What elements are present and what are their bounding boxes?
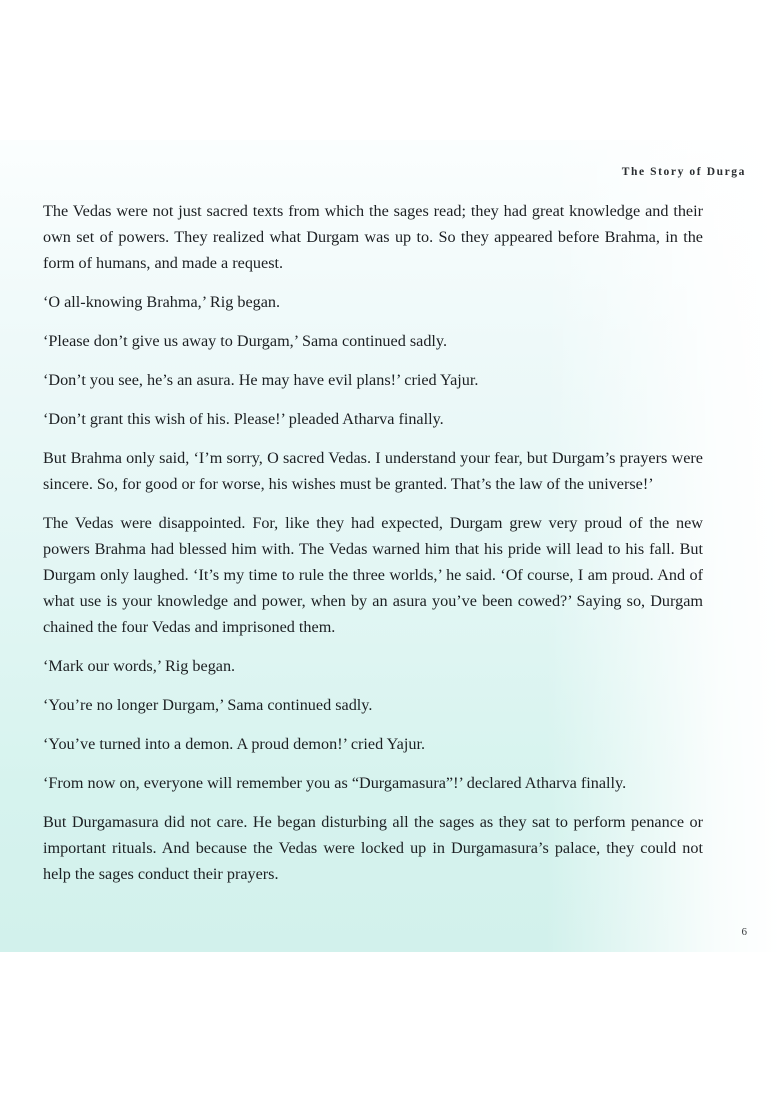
paragraph: ‘From now on, everyone will remember you as “Durgamasura”!’ declared Atharva finally. bbox=[43, 774, 627, 792]
body-text bbox=[43, 198, 703, 900]
paragraph: The Vedas were not just sacred texts from which the sages read; they had great knowledge and their own set of powers. They realized what Durgam was up to. So they appeared before Brahma, in the form of humans, and made a request. bbox=[43, 202, 703, 272]
paragraph: ‘Please don’t give us away to Durgam,’ Sama continued sadly. bbox=[43, 332, 447, 350]
paragraph: ‘O all-knowing Brahma,’ Rig began. bbox=[43, 293, 281, 311]
book-page bbox=[0, 140, 780, 952]
paragraph: ‘Don’t grant this wish of his. Please!’ pleaded Atharva finally. bbox=[43, 410, 444, 428]
paragraph: The Vedas were disappointed. For, like they had expected, Durgam grew very proud of the new powers Brahma had blessed him with. The Vedas warned him that his pride will lead to his fall. But Durgam only laughed. ‘It’s my time to rule the three worlds,’ he said. ‘Of course, I am proud. And of what use is your knowledge and power, when by an asura you’ve been cowed?’ Saying so, Durgam chained the four Vedas and imprisoned them. bbox=[43, 514, 703, 636]
paragraph: ‘You’re no longer Durgam,’ Sama continued sadly. bbox=[43, 696, 373, 714]
paragraph: ‘Don’t you see, he’s an asura. He may have evil plans!’ cried Yajur. bbox=[43, 371, 479, 389]
paragraph: But Durgamasura did not care. He began disturbing all the sages as they sat to perform penance or important rituals. And because the Vedas were locked up in Durgamasura’s palace, they could not help the sages conduct their prayers. bbox=[43, 813, 703, 883]
page-number: 6 bbox=[741, 926, 747, 938]
running-head: The Story of Durga bbox=[621, 166, 746, 178]
paragraph: ‘You’ve turned into a demon. A proud demon!’ cried Yajur. bbox=[43, 735, 426, 753]
paragraph: ‘Mark our words,’ Rig began. bbox=[43, 657, 236, 675]
paragraph: But Brahma only said, ‘I’m sorry, O sacred Vedas. I understand your fear, but Durgam’s prayers were sincere. So, for good or for worse, his wishes must be granted. That’s the law of the universe!’ bbox=[43, 449, 703, 493]
